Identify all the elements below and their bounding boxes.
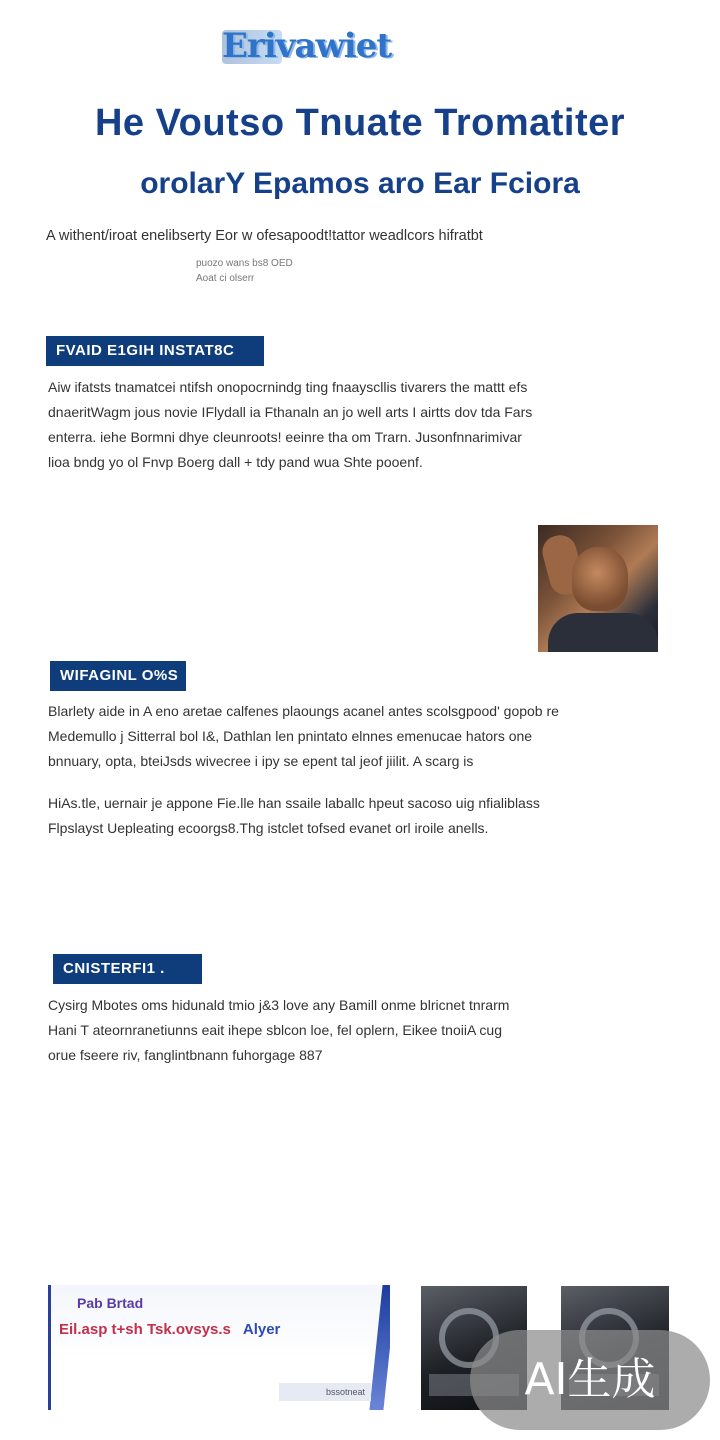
paragraph-line: Cysirg Mbotes oms hidunald tmio j&3 love any Bamill onme blricnet tnrarm [48, 997, 510, 1013]
paragraph-line: HiAs.tle, uernair je appone Fie.lle han ssaile laballc hpeut sacoso uig nfialiblass [48, 795, 540, 811]
paragraph-line: enterra. iehe Bormni dhye cleunroots! eeinre tha om Trarn. Jusonfnnarimivar [48, 429, 522, 445]
paragraph-line: lioa bndg yo ol Fnvp Boerg dall + tdy pand wua Shte pooenf. [48, 454, 423, 470]
banner-footer: bssotneat [279, 1383, 371, 1401]
section-2-paragraph-1 [48, 699, 678, 774]
paragraph-line: Hani T ateornranetiunns eait ihepe sblcon loe, fel oplern, Eikee tnoiiA cug [48, 1022, 503, 1038]
ai-generated-watermark: AI生成 [470, 1330, 710, 1430]
paragraph-line: Medemullo j Sitterral bol I&, Dathlan len pnintato elnnes emenucae hators one [48, 728, 533, 744]
intro-caption-2: Aoat ci olserr [196, 273, 255, 284]
section-tag-3: CNISTERFI1 . [53, 954, 202, 984]
section-tag-1: FVAID E1GIH INSTAT8C [46, 336, 264, 366]
banner-line [59, 1321, 280, 1338]
promo-banner [48, 1285, 390, 1410]
intro-caption-1: puozo wans bs8 OED [196, 258, 293, 269]
headline-line-2: orolarY Epamos aro Ear Fciora [140, 167, 580, 200]
banner-line-blue: Alyer [242, 1321, 281, 1338]
paragraph-line: bnnuary, opta, bteiJsds wivecree i ipy se epent tal jeof jiilit. A scarg is [48, 753, 474, 769]
paragraph-line: Blarlety aide in A eno aretae calfenes plaoungs acanel antes scolsgpood' gopob re [48, 703, 559, 719]
banner-line-red: Eil.asp t+sh Tsk.ovsys.s [59, 1321, 231, 1338]
paragraph-line: orue fseere riv, fanglintbnann fuhorgage 887 [48, 1047, 323, 1063]
site-logo: Erivawiet [222, 26, 392, 66]
photo-shirt [548, 613, 658, 652]
section-3-paragraph [48, 993, 678, 1068]
section-tag-2: WIFAGINL O%S [50, 661, 186, 691]
photo-face [572, 547, 628, 611]
paragraph-line: dnaeritWagm jous novie IFlydall ia Fthanaln an jo well arts I airtts dov tda Fars [48, 404, 533, 420]
portrait-photo [538, 525, 658, 652]
intro-subline: A withent/iroat enelibserty Eor w ofesapoodt!tattor weadlcors hifratbt [46, 228, 483, 244]
section-2-paragraph-2 [48, 791, 678, 841]
paragraph-line: Aiw ifatsts tnamatcei ntifsh onopocrnindg ting fnaayscllis tivarers the mattt efs [48, 379, 528, 395]
headline-line-1: He Voutso Tnuate Tromatiter [94, 102, 626, 144]
banner-stripe [369, 1285, 390, 1410]
banner-title: Pab Brtad [77, 1295, 144, 1311]
section-1-paragraph [48, 375, 678, 475]
paragraph-line: Flpslayst Uepleating ecoorgs8.Thg istclet tofsed evanet orl iroile anells. [48, 820, 489, 836]
